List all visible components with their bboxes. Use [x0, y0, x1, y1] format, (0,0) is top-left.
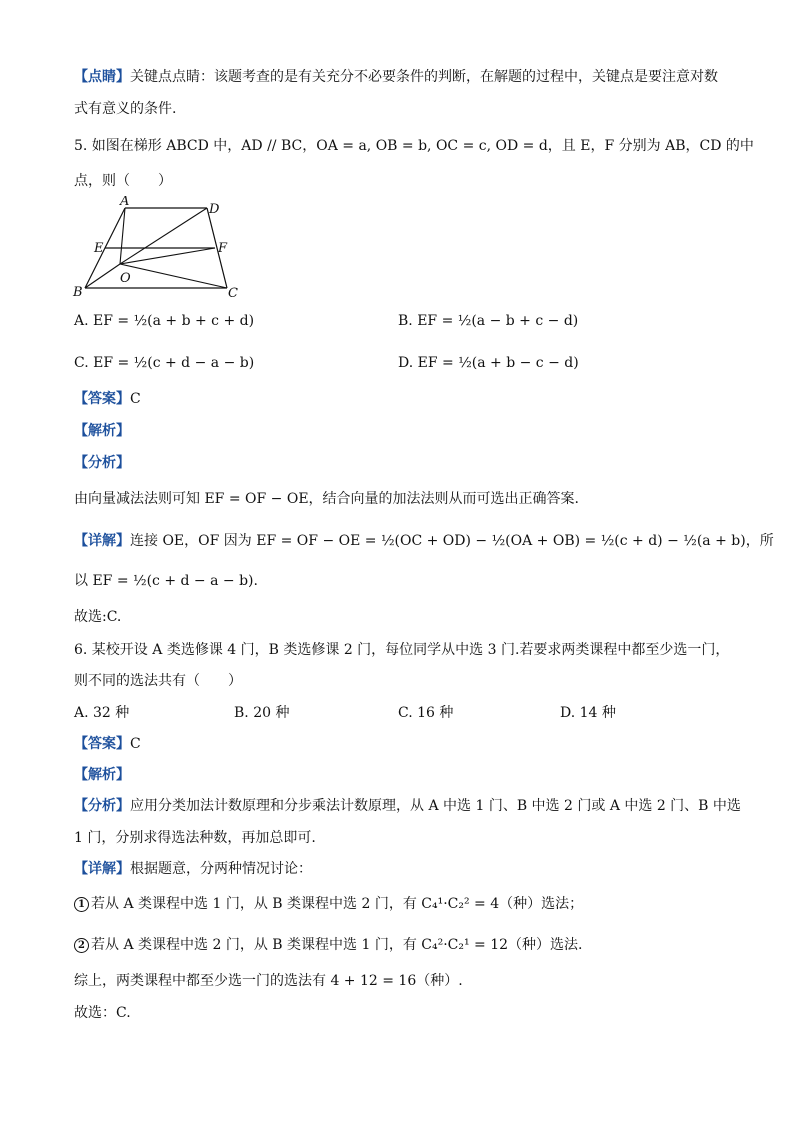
vector-od — [120, 208, 207, 264]
q6-option-c[interactable] — [398, 704, 453, 722]
q5-option-c-text: C. EF = ½(c + d − a − b) — [74, 355, 255, 371]
q6-detail-tag: 【详解】 — [74, 861, 130, 877]
label-b: B — [73, 285, 83, 300]
q6-stem-2: 则不同的选法共有（ ） — [74, 673, 242, 689]
q5-answer-tag: 【答案】 — [74, 391, 130, 407]
q5-fenxi-line — [74, 490, 579, 508]
q6-option-a[interactable] — [74, 704, 129, 722]
tip-text-2: 式有意义的条件. — [74, 101, 177, 117]
q6-choose-line — [74, 1004, 131, 1022]
label-c: C — [228, 286, 238, 301]
q6-option-d[interactable] — [560, 704, 616, 722]
q6-choose: 故选：C. — [74, 1005, 131, 1021]
q5-analysis-line — [74, 422, 130, 440]
q5-option-a[interactable] — [74, 312, 254, 330]
label-o: O — [120, 271, 131, 286]
q5-fenxi-tag-line — [74, 454, 130, 472]
tip-text-1: 关键点点睛：该题考查的是有关充分不必要条件的判断，在解题的过程中，关键点是要注意对数 — [130, 69, 718, 85]
q5-choose: 故选:C. — [74, 609, 122, 625]
q6-option-b[interactable] — [234, 704, 289, 722]
tip-line-2 — [74, 100, 176, 118]
q5-answer: C — [130, 391, 141, 407]
q5-detail-tag: 【详解】 — [74, 533, 130, 549]
vector-ob — [85, 264, 120, 288]
q5-option-d[interactable] — [398, 354, 579, 372]
q6-case-2-line — [74, 936, 582, 954]
q6-analysis-tag: 【解析】 — [74, 767, 130, 783]
q6-stem-1: 6. 某校开设 A 类选修课 4 门，B 类选修课 2 门，每位同学从中选 3 门.若要求两类课程中都至少选一门， — [74, 642, 730, 658]
q6-stem-line-1 — [74, 641, 729, 659]
q6-option-b-text: B. 20 种 — [234, 705, 290, 721]
q5-option-c[interactable] — [74, 354, 254, 372]
q5-fenxi-tag: 【分析】 — [74, 455, 130, 471]
vector-of — [120, 248, 215, 264]
q6-case-1-line — [74, 895, 583, 913]
q6-answer-tag: 【答案】 — [74, 736, 130, 752]
label-a: A — [120, 196, 130, 209]
q6-summary: 综上，两类课程中都至少选一门的选法有 4 + 12 = 16（种）. — [74, 973, 463, 989]
q5-stem-line-1 — [74, 137, 754, 155]
tip-tag: 【点睛】 — [74, 69, 130, 85]
trapezoid-figure — [70, 196, 250, 301]
q5-detail-line-2 — [74, 572, 258, 590]
q5-stem-line-2 — [74, 172, 172, 190]
q5-fenxi-text: 由向量减法法则可知 EF = OF − OE，结合向量的加法法则从而可选出正确答案. — [74, 491, 579, 507]
q5-option-a-text: A. EF = ½(a + b + c + d) — [74, 313, 255, 329]
q6-option-a-text: A. 32 种 — [74, 705, 130, 721]
q5-detail-1: 连接 OE，OF 因为 EF = OF − OE = ½(OC + OD) − ½(OA + OB) = ½(c + d) − ½(a + b)，所 — [130, 533, 774, 549]
q6-option-c-text: C. 16 种 — [398, 705, 454, 721]
q6-detail-intro: 根据题意，分两种情况讨论： — [130, 861, 312, 877]
q6-detail-line — [74, 860, 312, 878]
q5-detail-2: 以 EF = ½(c + d − a − b). — [74, 573, 258, 589]
label-f: F — [218, 241, 228, 256]
tip-line-1 — [74, 68, 718, 86]
q6-answer: C — [130, 736, 141, 752]
case-1-number-icon: 1 — [74, 897, 89, 912]
q5-choose-line — [74, 608, 121, 626]
q5-analysis-tag: 【解析】 — [74, 423, 130, 439]
q6-fenxi-tag: 【分析】 — [74, 798, 130, 814]
q6-fenxi-line-1 — [74, 797, 741, 815]
q6-fenxi-line-2 — [74, 829, 316, 847]
q6-answer-line — [74, 735, 141, 753]
q5-answer-line — [74, 390, 141, 408]
label-e: E — [94, 241, 104, 256]
label-d: D — [209, 202, 220, 217]
vector-oc — [120, 264, 227, 288]
q6-stem-line-2 — [74, 672, 242, 690]
q5-detail-line-1 — [74, 532, 774, 550]
q6-analysis-line — [74, 766, 130, 784]
q6-option-d-text: D. 14 种 — [560, 705, 616, 721]
q6-case-2: 若从 A 类课程中选 2 门，从 B 类课程中选 1 门，有 C₄²·C₂¹ = 12（种）选法. — [91, 937, 583, 953]
q5-stem-2: 点，则（ ） — [74, 173, 172, 189]
case-2-number-icon: 2 — [74, 938, 89, 953]
q6-case-1: 若从 A 类课程中选 1 门，从 B 类课程中选 2 门，有 C₄¹·C₂² = 4（种）选法； — [91, 896, 584, 912]
q6-summary-line — [74, 972, 463, 990]
q5-option-b-text: B. EF = ½(a − b + c − d) — [398, 313, 579, 329]
q5-stem-1: 5. 如图在梯形 ABCD 中，AD // BC，OA = a, OB = b, OC = c, OD = d，且 E，F 分别为 AB，CD 的中 — [74, 138, 754, 154]
q5-option-b[interactable] — [398, 312, 578, 330]
q6-fenxi-2: 1 门，分别求得选法种数，再加总即可. — [74, 830, 316, 846]
q5-option-d-text: D. EF = ½(a + b − c − d) — [398, 355, 579, 371]
q6-fenxi-1: 应用分类加法计数原理和分步乘法计数原理，从 A 中选 1 门、B 中选 2 门或 A 中选 2 门、B 中选 — [130, 798, 741, 814]
